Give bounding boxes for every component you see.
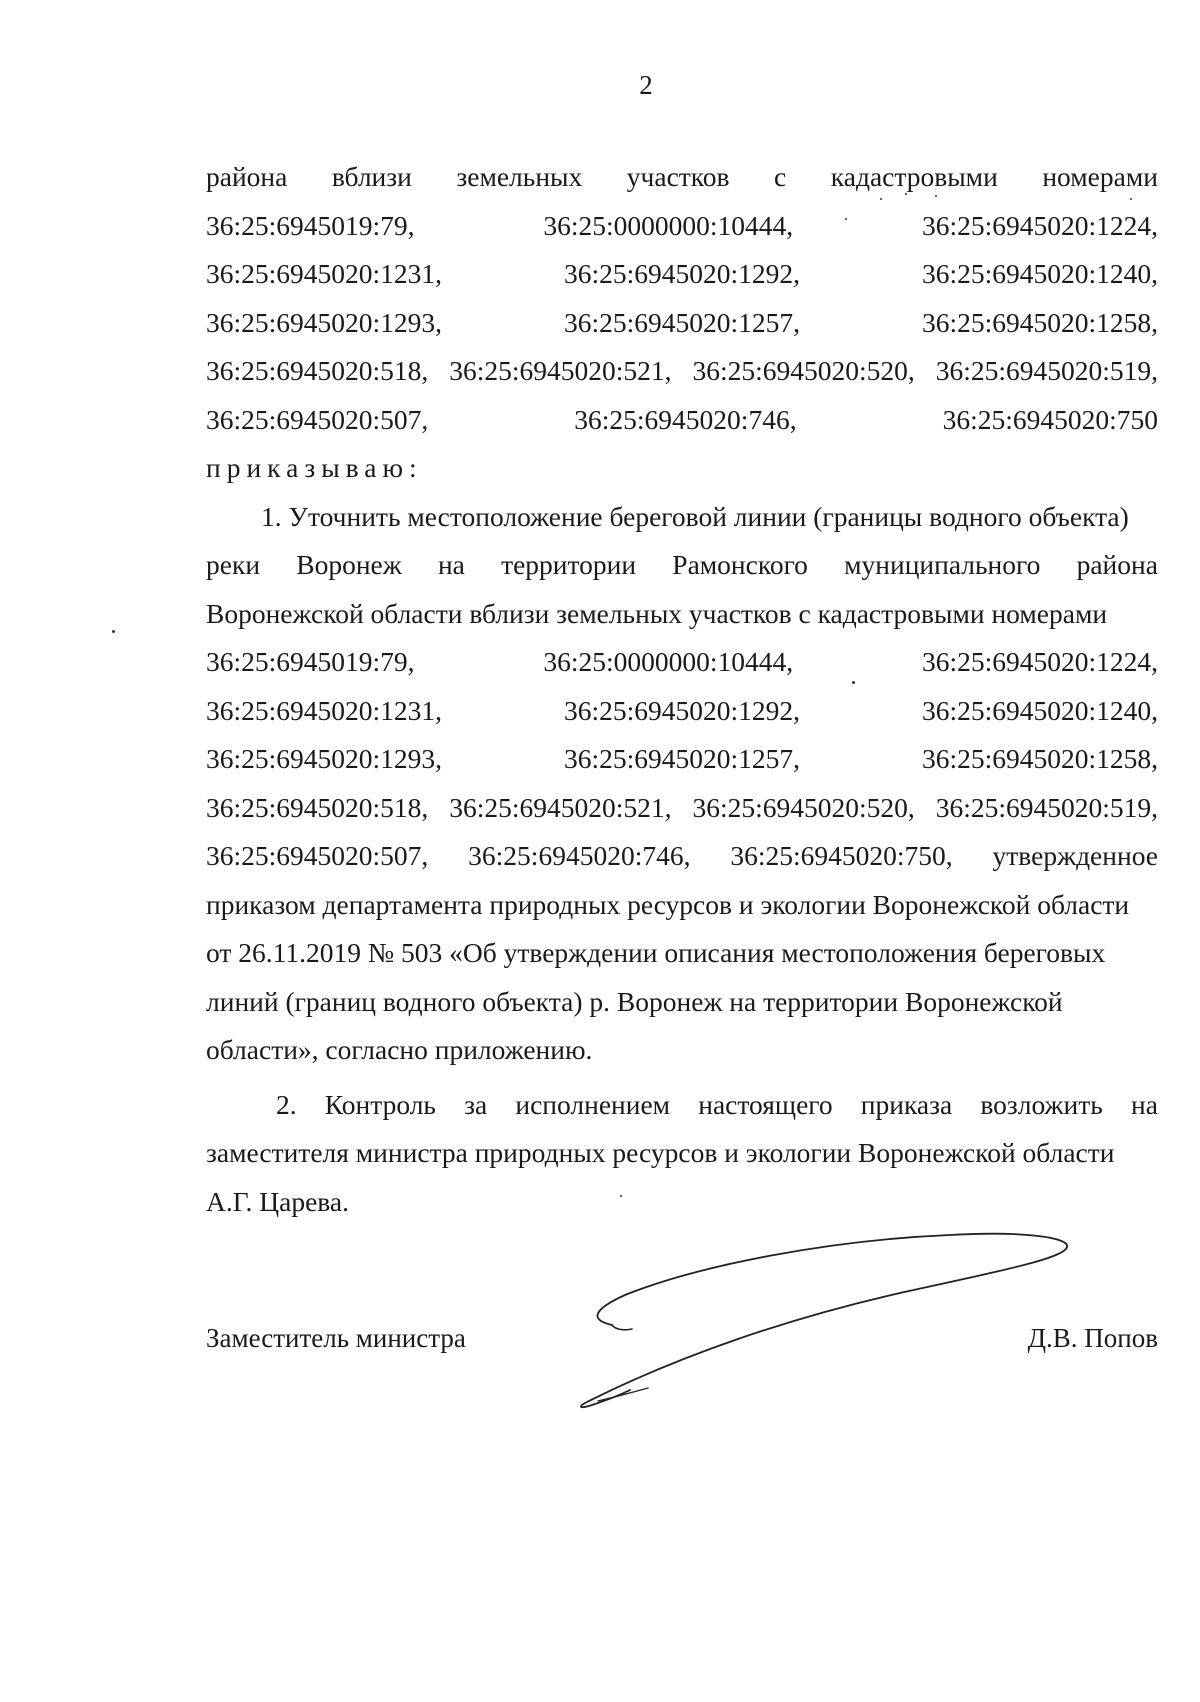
item1-line-1: 1. Уточнить местоположение береговой линии (границы водного объекта) [261,500,1129,532]
cadastral-number: 36:25:6945020:1292, [563,694,801,726]
cadastral-number: 36:25:6945020:1293, [206,743,443,774]
signatory-name: Д.В. Попов [1027,1323,1158,1353]
cadastral-number: 36:25:6945020:1231, [206,258,443,289]
page-number: 2 [639,70,653,100]
scan-speck [880,198,882,200]
cadastral-number: 36:25:6945020:750, [730,840,953,871]
cadastral-number: 36:25:6945020:1257, [563,743,801,774]
cadastral-number: 36:25:6945020:1293, [206,306,443,338]
cadastral-number: 36:25:6945020:518, [206,791,429,823]
cadastral-number: 36:25:0000000:10444, [543,209,794,241]
cadastral-number: 36:25:6945020:519, [935,791,1158,823]
cadastral-number: 36:25:6945020:518, [206,355,429,386]
cadastral-number: 36:25:6945020:1231, [206,694,443,726]
word: земельных [456,161,583,192]
word: Воронеж [296,549,402,580]
item1-line-d: области», согласно приложению. [206,1034,593,1065]
word: территории [501,549,637,580]
cadastral-number: 36:25:6945020:521, [449,791,672,823]
cadastral-number: 36:25:6945020:746, [468,840,691,871]
scan-speck [845,218,847,220]
cadastral-row [206,250,1158,299]
word: с [774,161,787,192]
cadastral-number: 36:25:6945020:507, [206,840,429,871]
cadastral-number: 36:25:6945019:79, [206,209,415,241]
word: утвержденное [992,840,1158,871]
item1-line-2 [206,541,1158,590]
item1-line-c: линий (границ водного объекта) р. Воронеж на территории Воронежской [206,985,1063,1017]
order-word: приказываю: [206,452,423,483]
word: участков [626,161,730,192]
item1-line-a: приказом департамента природных ресурсов и экологии Воронежской области [206,888,1130,920]
cadastral-row [206,299,1158,348]
cadastral-row [206,832,1158,881]
cadastral-row [206,202,1158,251]
cadastral-number: 36:25:6945020:519, [935,355,1158,386]
scan-speck [112,630,115,633]
word: за [464,1088,488,1120]
cadastral-number: 36:25:6945020:1258, [921,306,1158,338]
scan-speck [852,681,855,684]
word: кадастровыми [830,161,998,192]
scan-speck [1130,198,1132,200]
scan-speck [905,193,907,195]
cadastral-number: 36:25:6945020:1258, [921,743,1158,774]
cadastral-number: 36:25:6945020:750 [942,403,1158,435]
word: исполнением [515,1088,671,1120]
item1-line-3: Воронежской области вблизи земельных участков с кадастровыми номерами [206,597,1108,629]
word: возложить [980,1088,1103,1120]
item2-line-3: А.Г. Царева. [206,1185,350,1217]
word: 2. [276,1088,297,1120]
item2-line-2: заместителя министра природных ресурсов и экологии Воронежской области [206,1137,1115,1168]
cadastral-number: 36:25:6945020:1240, [921,258,1158,289]
cadastral-number: 36:25:6945020:1224, [921,209,1158,241]
word: номерами [1042,161,1158,192]
word: приказа [860,1088,953,1120]
word: на [1131,1088,1158,1120]
word: вблизи [331,161,412,192]
cadastral-number: 36:25:6945020:1292, [563,258,801,289]
cadastral-number: 36:25:6945020:520, [692,791,915,823]
word: района [206,161,288,192]
document-body [206,153,1158,1226]
cadastral-number: 36:25:6945020:520, [692,355,915,386]
cadastral-number: 36:25:6945020:507, [206,403,429,435]
word: реки [206,549,261,580]
signature-block [206,1323,1158,1354]
cadastral-row [206,638,1158,687]
cadastral-row [206,735,1158,784]
cadastral-row [206,687,1158,736]
cadastral-number: 36:25:6945020:1257, [563,306,801,338]
cadastral-row [206,347,1158,396]
word: настоящего [698,1088,833,1120]
word: района [1076,549,1158,580]
signatory-position: Заместитель министра [206,1323,466,1353]
cadastral-row [206,784,1158,833]
cadastral-number: 36:25:6945020:1224, [921,646,1158,677]
word: муниципального [844,549,1041,580]
cadastral-row [206,396,1158,445]
scan-speck [620,1195,622,1197]
word: на [437,549,465,580]
cadastral-number: 36:25:6945020:1240, [921,694,1158,726]
cadastral-number: 36:25:6945020:746, [574,403,797,435]
cadastral-number: 36:25:0000000:10444, [543,646,794,677]
intro-line-1 [206,153,1158,202]
item2-line-1 [206,1081,1158,1130]
scan-speck [935,195,937,197]
word: Рамонского [672,549,808,580]
cadastral-number: 36:25:6945020:521, [449,355,672,386]
word: Контроль [324,1088,436,1120]
cadastral-number: 36:25:6945019:79, [206,646,415,677]
item1-line-b: от 26.11.2019 № 503 «Об утверждении описания местоположения береговых [206,937,1106,968]
